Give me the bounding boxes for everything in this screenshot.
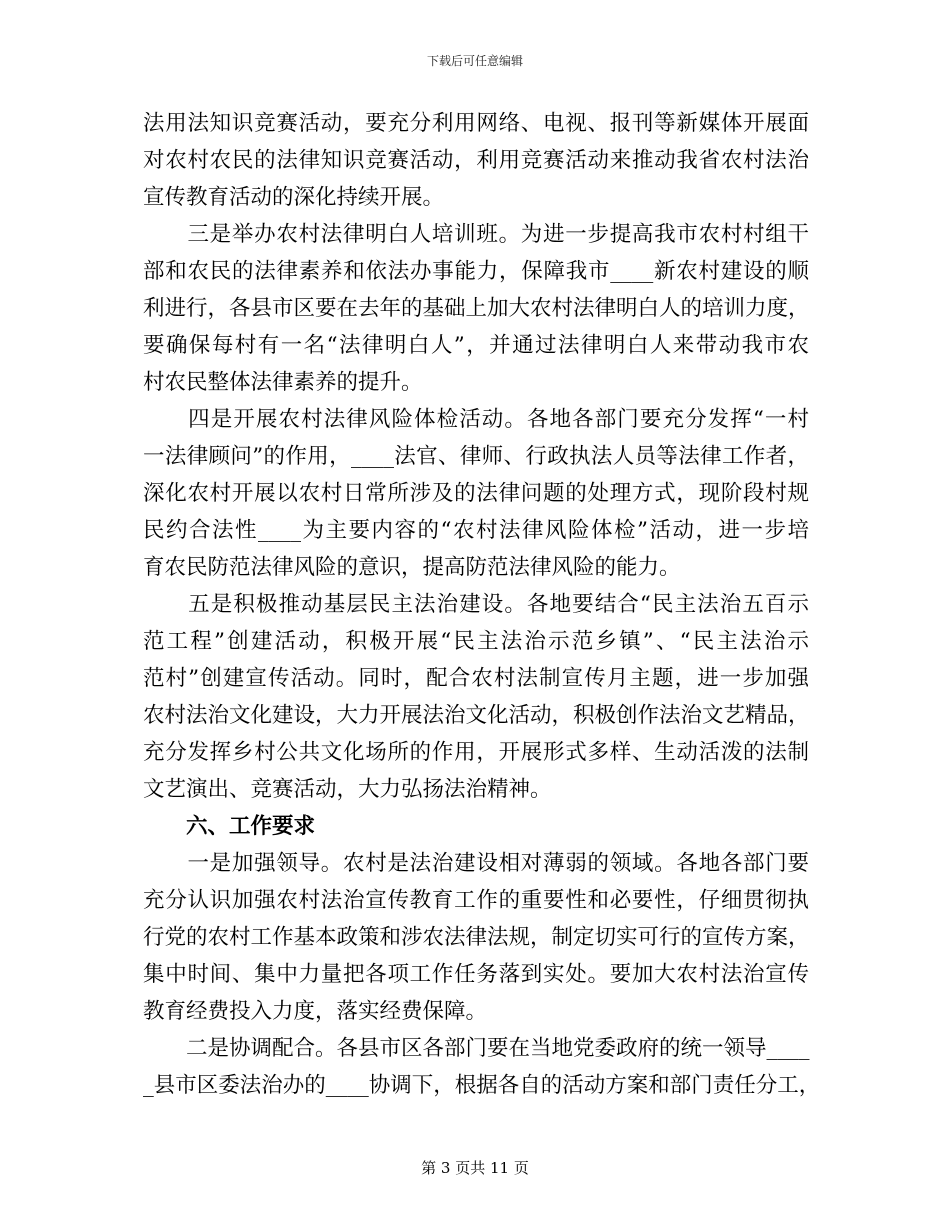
- text-line: 文艺演出、竞赛活动，大力弘扬法治精神。: [143, 777, 552, 802]
- text-line: 范村”创建宣传活动。同时，配合农村法制宣传月主题，进一步加强: [143, 666, 809, 691]
- text-line: 深化农村开展以农村日常所涉及的法律问题的处理方式，现阶段村规: [143, 481, 809, 506]
- text-line: 民约合法性____为主要内容的“农村法律风险体检”活动，进一步培: [143, 518, 809, 543]
- text-line: 三是举办农村法律明白人培训班。为进一步提高我市农村村组干: [143, 222, 809, 247]
- document-body: [143, 105, 821, 1104]
- text-line: _县市区委法治办的____协调下，根据各自的活动方案和部门责任分工，: [143, 1073, 821, 1098]
- text-line: 利进行，各县市区要在去年的基础上加大农村法律明白人的培训力度，: [143, 296, 810, 321]
- text-line: 四是开展农村法律风险体检活动。各地各部门要充分发挥“一村: [143, 407, 809, 432]
- text-line: 教育经费投入力度，落实经费保障。: [143, 999, 488, 1024]
- text-line: 充分发挥乡村公共文化场所的作用，开展形式多样、生动活泼的法制: [143, 740, 809, 765]
- text-line: 行党的农村工作基本政策和涉农法律法规，制定切实可行的宣传方案，: [143, 925, 810, 950]
- text-line: 育农民防范法律风险的意识，提高防范法律风险的能力。: [143, 555, 681, 580]
- text-line: 要确保每村有一名“法律明白人”，并通过法律明白人来带动我市农: [143, 333, 809, 358]
- text-line: 集中时间、集中力量把各项工作任务落到实处。要加大农村法治宣传: [143, 962, 809, 987]
- text-line: 充分认识加强农村法治宣传教育工作的重要性和必要性，仔细贯彻执: [143, 888, 809, 913]
- text-line: 五是积极推动基层民主法治建设。各地要结合“民主法治五百示: [143, 592, 809, 617]
- text-line: 二是协调配合。各县市区各部门要在当地党委政府的统一领导____: [143, 1036, 810, 1061]
- text-line: 宣传教育活动的深化持续开展。: [143, 185, 445, 210]
- page-footer: 第 3 页共 11 页: [421, 1159, 529, 1177]
- text-line: 法用法知识竞赛活动，要充分利用网络、电视、报刊等新媒体开展面: [143, 111, 809, 136]
- text-line: 一法律顾问”的作用，____法官、律师、行政执法人员等法律工作者，: [143, 444, 809, 469]
- text-line: 对农村农民的法律知识竞赛活动，利用竞赛活动来推动我省农村法治: [143, 148, 809, 173]
- text-line: 农村法治文化建设，大力开展法治文化活动，积极创作法治文艺精品，: [143, 703, 810, 728]
- text-line: 部和农民的法律素养和依法办事能力，保障我市____新农村建设的顺: [143, 259, 809, 284]
- text-line: 一是加强领导。农村是法治建设相对薄弱的领域。各地各部门要: [143, 851, 809, 876]
- section-heading: 六、工作要求: [143, 814, 316, 839]
- text-line: 范工程”创建活动，积极开展“民主法治示范乡镇”、“民主法治示: [143, 629, 809, 654]
- text-line: 村农民整体法律素养的提升。: [143, 370, 423, 395]
- page-header: 下载后可任意编辑: [426, 54, 523, 68]
